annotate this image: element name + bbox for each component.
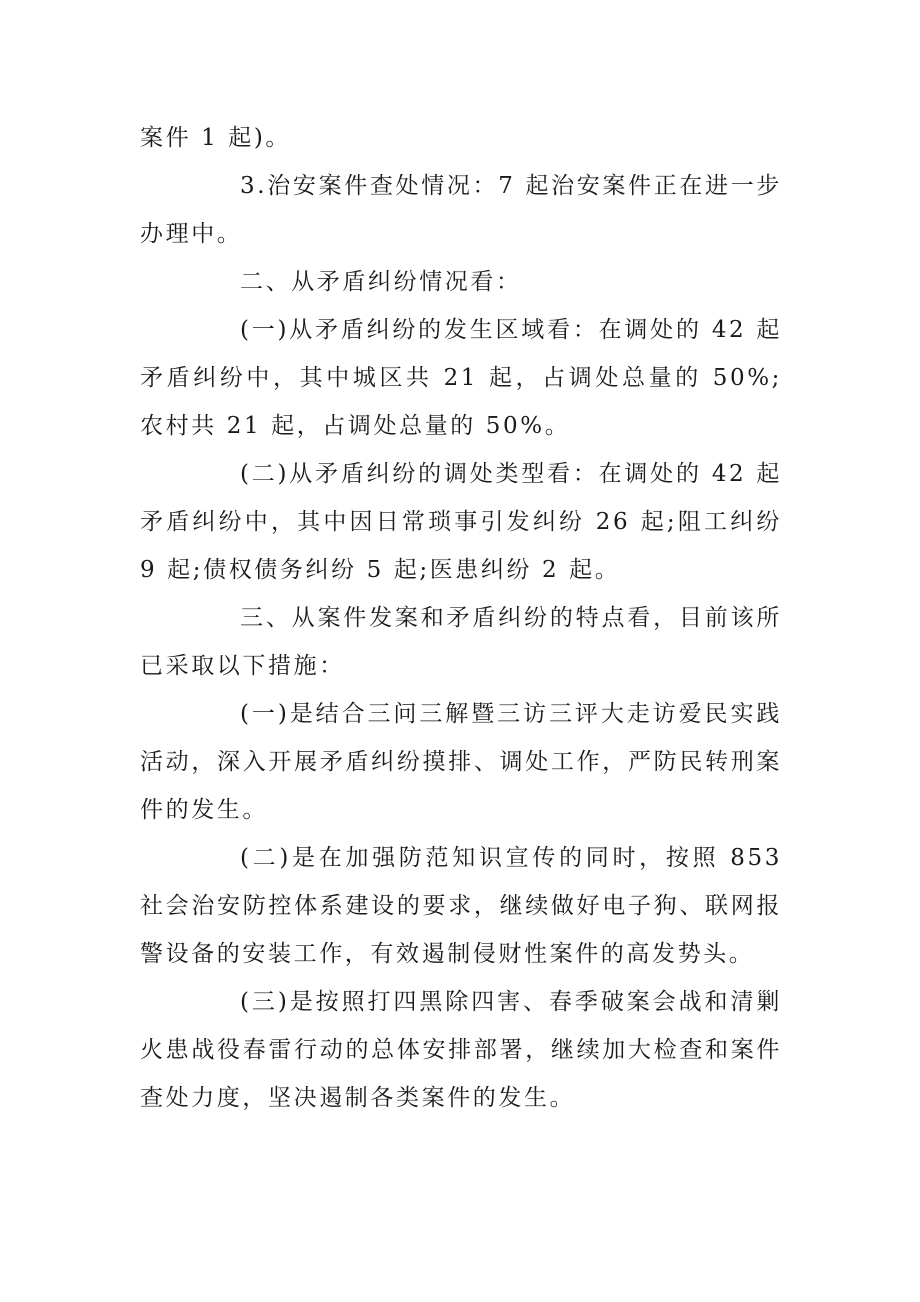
paragraph-case-count-end: 案件 1 起)。 xyxy=(140,125,292,151)
paragraph-measure-two: (二)是在加强防范知识宣传的同时，按照 853 社会治安防控体系建设的要求，继续做好电子狗、联网报警设备的安装工作，有效遏制侵财性案件的高发势头。 xyxy=(140,845,782,967)
section-heading-disputes: 二、从矛盾纠纷情况看： xyxy=(240,269,522,295)
paragraph-dispute-types: (二)从矛盾纠纷的调处类型看：在调处的 42 起矛盾纠纷中，其中因日常琐事引发纠纷 26 起;阻工纠纷 9 起;债权债务纠纷 5 起;医患纠纷 2 起。 xyxy=(140,461,782,583)
paragraph-public-security-cases: 3.治安案件查处情况：7 起治安案件正在进一步办理中。 xyxy=(140,173,782,247)
paragraph-measure-three: (三)是按照打四黑除四害、春季破案会战和清剿火患战役春雷行动的总体安排部署，继续加大检查和案件查处力度，坚决遏制各类案件的发生。 xyxy=(140,989,782,1111)
paragraph-measure-one: (一)是结合三问三解暨三访三评大走访爱民实践活动，深入开展矛盾纠纷摸排、调处工作，严防民转刑案件的发生。 xyxy=(140,701,782,823)
section-heading-measures: 三、从案件发案和矛盾纠纷的特点看，目前该所已采取以下措施： xyxy=(140,605,782,679)
document-body xyxy=(140,114,782,1122)
paragraph-dispute-regions: (一)从矛盾纠纷的发生区域看：在调处的 42 起矛盾纠纷中，其中城区共 21 起，占调处总量的 50%;农村共 21 起，占调处总量的 50%。 xyxy=(140,317,782,439)
